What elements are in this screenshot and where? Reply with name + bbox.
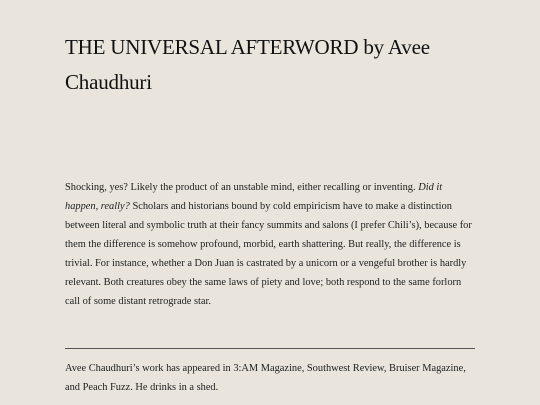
article-heading xyxy=(65,30,477,100)
story-text-start: Shocking, yes? Likely the product of an unstable mind, either recalling or inventing. xyxy=(65,182,419,193)
story-paragraph xyxy=(65,178,477,311)
author-bio: Avee Chaudhuri’s work has appeared in 3:AM Magazine, Southwest Review, Bruiser Magazine, and Peach Fuzz. He drinks in a shed. xyxy=(65,363,466,393)
byline-prefix: by xyxy=(363,35,384,59)
author-name: Avee Chaudhuri xyxy=(65,35,430,94)
divider-rule xyxy=(65,348,475,349)
story-text-end: Scholars and historians bound by cold empiricism have to make a distinction between literal and symbolic truth at their fancy summits and salons (I prefer Chili’s), because for them the difference is somehow profound, morbid, earth shattering. But really, the difference is trivial. For instance, whether a Don Juan is castrated by a unicorn or a vengeful brother is hardly relevant. Both creatures obey the same laws of piety and love; both respond to the same forlorn call of some distant retrograde star. xyxy=(65,201,472,307)
article-title: THE UNIVERSAL AFTERWORD xyxy=(65,35,359,59)
article xyxy=(65,30,477,393)
story-italic-question: Did it happen, really? xyxy=(65,182,443,212)
